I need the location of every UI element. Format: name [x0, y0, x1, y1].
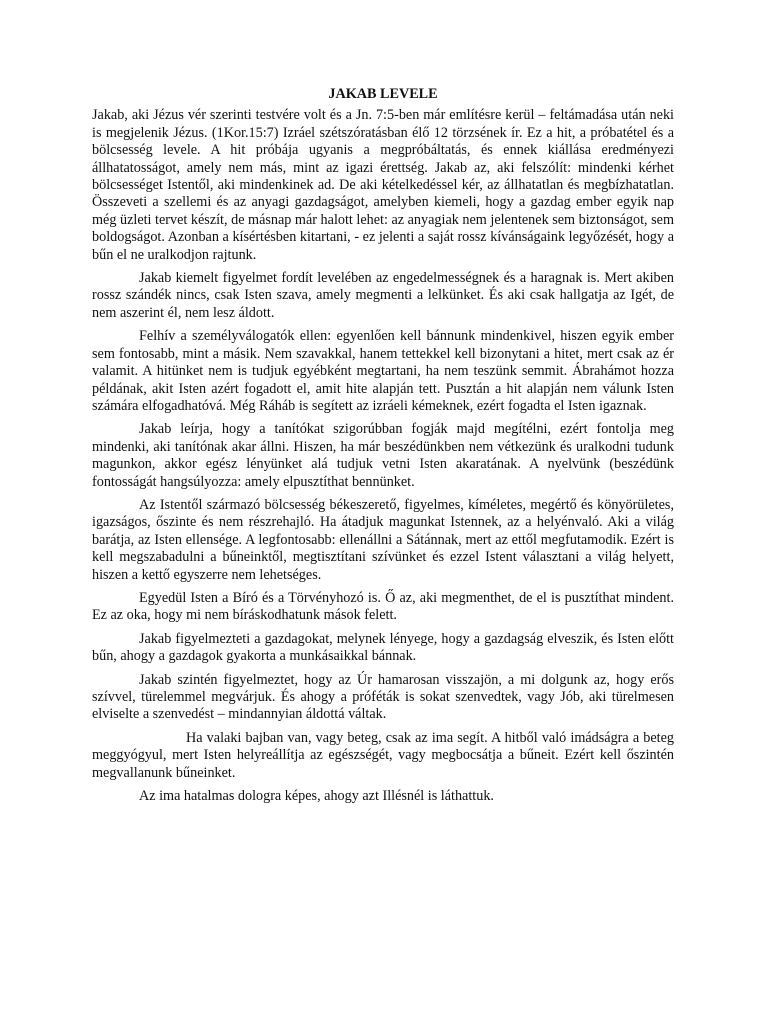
paragraph-2: Jakab kiemelt figyelmet fordít levelében az engedelmességnek és a haragnak is. Mert akiben rossz szándék nincs, csak Isten szava, amely megmenti a lelkünket. És aki csak hallgatja az Igét, de nem aszerint él, nem lesz áldott. — [92, 270, 674, 321]
paragraph-4: Jakab leírja, hogy a tanítókat szigorúbban fogják majd megítélni, ezért fontolja meg mindenki, aki tanítónak akar állni. Hiszen, ha már beszédünkben nem vétkezünk és uralkodni tudunk magunkon, akkor egész lényünket alá tudjuk vetni Isten akaratának. A nyelvünk (beszédünk fontosságát hangsúlyozza: amely elpusztíthat bennünket. — [92, 421, 674, 490]
paragraph-7: Jakab figyelmezteti a gazdagokat, melynek lényege, hogy a gazdagság elveszik, és Isten előtt bűn, ahogy a gazdagok gyakorta a munkásaikkal bánnak. — [92, 630, 674, 665]
document-page — [92, 86, 674, 811]
document-title: JAKAB LEVELE — [328, 86, 438, 102]
paragraph-10: Az ima hatalmas dologra képes, ahogy azt Illésnél is láthattuk. — [139, 788, 494, 805]
paragraph-9: Ha valaki bajban van, vagy beteg, csak az ima segít. A hitből való imádságra a beteg meggyógyul, mert Isten helyreállítja az egészségét, vagy megbocsátja a bűneit. Ezért kell őszintén megvallanunk bűneinket. — [92, 729, 674, 781]
paragraph-3: Felhív a személyválogatók ellen: egyenlően kell bánnunk mindenkivel, hiszen egyik ember sem fontosabb, mint a másik. Nem szavakkal, hanem tettekkel kell bizonytani a hitet, mert csak az ér valamit. A hitünket nem is tudjuk egyébként megtartani, ha nem teszünk semmit. Ábrahámot hozza példának, akit Isten azért fogadott el, amit hite alapján tett. Pusztán a hit alapján nem válunk Isten számára elfogadhatóvá. Még Ráháb is segített az izráeli kémeknek, ezért fogadta el Isten igaznak. — [92, 328, 674, 414]
paragraph-1: Jakab, aki Jézus vér szerinti testvére volt és a Jn. 7:5-ben már említésre kerül – feltámadása után neki is megjelenik Jézus. (1Kor.15:7) Izráel szétszóratásban élő 12 törzsének ír. Ez a hit, a próbatétel és a bölcsesség levele. A hit próbája ugyanis a megpróbáltatás, és ennek kiállása eredményezi állhatatosságot, amely nem más, mint az igazi érettség. Jakab az, aki felszólít: mindenki kérhet bölcsességet Istentől, aki mindenkinek ad. De aki kételkedéssel kér, az állhatatlan és megbízhatatlan. Összeveti a szellemi és az anyagi gazdagságot, amelyben kiemeli, hogy a gazdag ember egyik nap még üzleti tervet készít, de másnap már halott lehet: az anyagiak nem jelentenek sem biztonságot, sem boldogságot. Azonban a kísértésben kitartani, - ez jelenti a saját rossz kívánságaink legyőzését, hogy a bűn el ne uralkodjon rajtunk. — [92, 107, 674, 263]
paragraph-5: Az Istentől származó bölcsesség békeszerető, figyelmes, kíméletes, megértő és könyörületes, igazságos, őszinte és nem részrehajló. Ha átadjuk magunkat Istennek, az a helyénvaló. Aki a világ barátja, az Isten ellensége. A legfontosabb: ellenállni a Sátánnak, mert az ettől megfutamodik. Ezért is kell megszabadulni a bűneinktől, megtisztítani szívünket és ezzel Istent választani a világ helyett, hiszen a kettő egyszerre nem lehetséges. — [92, 496, 674, 583]
paragraph-6: Egyedül Isten a Bíró és a Törvényhozó is. Ő az, aki megmenthet, de el is pusztíthat mindent. Ez az oka, hogy mi nem bíráskodhatunk mások felett. — [92, 589, 674, 624]
paragraph-8: Jakab szintén figyelmeztet, hogy az Úr hamarosan visszajön, a mi dolgunk az, hogy erős szívvel, türelemmel megvárjuk. És ahogy a próféták is sokat szenvedtek, vagy Jób, aki türelmesen elviselte a szenvedést – mindannyian áldottá váltak. — [92, 671, 674, 723]
